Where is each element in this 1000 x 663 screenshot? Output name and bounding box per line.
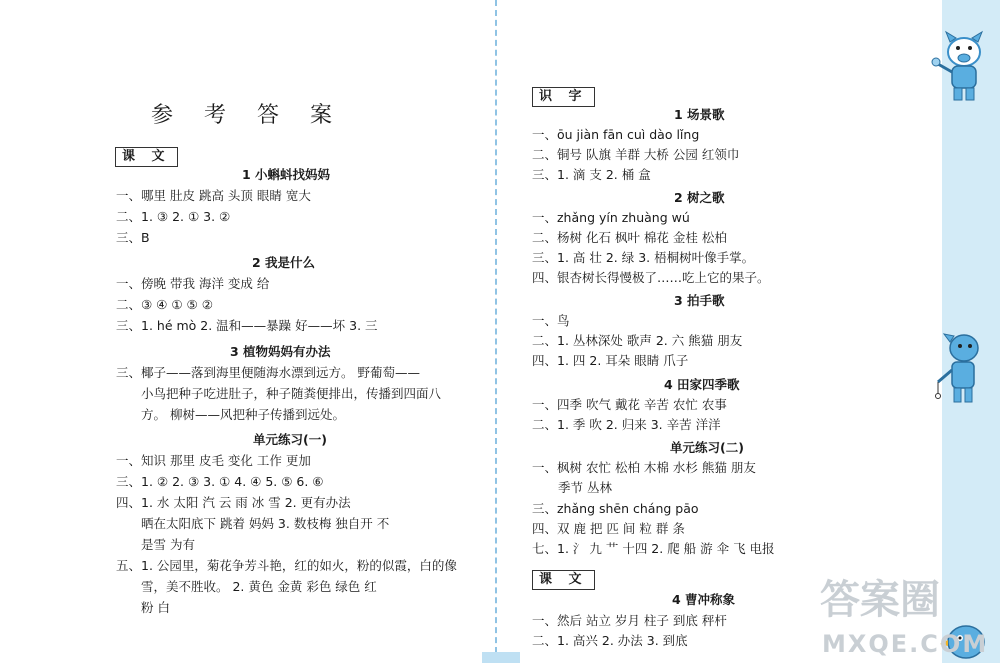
answer-line: 三、1. ② 2. ③ 3. ① 4. ④ 5. ⑤ 6. ⑥ — [116, 474, 324, 489]
answer-line: 一、枫树 农忙 松柏 木棉 水杉 熊猫 朋友 — [532, 460, 756, 475]
section-box-shizi: 识 字 — [532, 87, 595, 107]
answer-line: 二、1. 高兴 2. 办法 3. 到底 — [532, 633, 688, 648]
answer-line: 七、1. 氵 九 艹 十四 2. 爬 船 游 伞 飞 电报 — [532, 541, 775, 556]
answer-line: 四、双 鹿 把 匹 间 粒 群 条 — [532, 521, 685, 536]
answer-line: 二、③ ④ ① ⑤ ② — [116, 297, 213, 312]
left-page — [0, 0, 495, 663]
answer-line: 四、1. 四 2. 耳朵 眼睛 爪子 — [532, 353, 689, 368]
watermark-url: MXQE.COM — [822, 630, 989, 658]
answer-line: 一、鸟 — [532, 313, 570, 328]
lesson-heading: 1 场景歌 — [674, 107, 725, 122]
unit-heading: 单元练习(二) — [670, 440, 744, 455]
answer-line: 二、1. ③ 2. ① 3. ② — [116, 209, 231, 224]
answer-line: 二、1. 季 吹 2. 归来 3. 辛苦 洋洋 — [532, 417, 721, 432]
lesson-heading: 3 植物妈妈有办法 — [230, 344, 331, 359]
answer-line: 一、傍晚 带我 海洋 变成 给 — [116, 276, 270, 291]
right-page — [500, 0, 942, 663]
answer-line: 二、铜号 队旗 羊群 大桥 公园 红领巾 — [532, 147, 740, 162]
section-box-kewen: 课 文 — [532, 570, 595, 590]
watermark-logo: 答案圈 — [820, 577, 940, 623]
lesson-heading: 4 曹冲称象 — [672, 592, 736, 607]
answer-line: 二、1. 丛林深处 歌声 2. 六 熊猫 朋友 — [532, 333, 743, 348]
lesson-heading: 1 小蝌蚪找妈妈 — [242, 167, 331, 182]
answer-line: 一、四季 吹气 戴花 辛苦 农忙 农事 — [532, 397, 727, 412]
answer-line: 三、椰子——落到海里便随海水漂到远方。 野葡萄—— — [116, 365, 420, 380]
answer-line: 一、ōu jiàn fān cuì dào lǐng — [532, 127, 700, 142]
answer-line: 二、杨树 化石 枫叶 棉花 金桂 松柏 — [532, 230, 727, 245]
answer-line: 三、1. hé mò 2. 温和——暴躁 好——坏 3. 三 — [116, 318, 378, 333]
lesson-heading: 2 我是什么 — [252, 255, 316, 270]
dog-mascot-icon — [930, 330, 996, 408]
answer-line: 三、zhǎng shēn cháng pāo — [532, 501, 699, 516]
answer-line: 一、知识 那里 皮毛 变化 工作 更加 — [116, 453, 311, 468]
unit-heading: 单元练习(一) — [253, 432, 327, 447]
answer-line: 三、1. 高 壮 2. 绿 3. 梧桐树叶像手掌。 — [532, 250, 755, 265]
answer-line: 雪，美不胜收。 2. 黄色 金黄 彩色 绿色 红 — [141, 579, 377, 594]
lesson-heading: 3 拍手歌 — [674, 293, 725, 308]
page-title: 参 考 答 案 — [151, 103, 344, 128]
section-box-kewen: 课 文 — [115, 147, 178, 167]
lesson-heading: 4 田家四季歌 — [664, 377, 740, 392]
answer-line: 四、1. 水 太阳 汽 云 雨 冰 雪 2. 更有办法 — [116, 495, 351, 510]
pig-mascot-icon — [928, 30, 994, 104]
answer-line: 一、zhǎng yín zhuàng wú — [532, 210, 690, 225]
answer-line: 晒在太阳底下 跳着 妈妈 3. 数枝梅 独自开 不 — [141, 516, 390, 531]
answer-line: 方。 柳树——风把种子传播到远处。 — [141, 407, 345, 422]
answer-line: 五、1. 公园里，菊花争芳斗艳，红的如火，粉的似霞，白的像 — [116, 558, 457, 573]
answer-line: 季节 丛林 — [558, 480, 612, 495]
answer-line: 三、B — [116, 230, 150, 245]
answer-line: 一、然后 站立 岁月 柱子 到底 秤杆 — [532, 613, 727, 628]
answer-line: 一、哪里 肚皮 跳高 头顶 眼睛 宽大 — [116, 188, 311, 203]
answer-line: 粉 白 — [141, 600, 170, 615]
lesson-heading: 2 树之歌 — [674, 190, 725, 205]
answer-line: 是雪 为有 — [141, 537, 195, 552]
answer-line: 小鸟把种子吃进肚子，种子随粪便排出，传播到四面八 — [141, 386, 442, 401]
page-gutter — [495, 0, 497, 663]
answer-line: 四、银杏树长得慢极了……吃上它的果子。 — [532, 270, 770, 285]
answer-line: 三、1. 滴 支 2. 桶 盒 — [532, 167, 651, 182]
